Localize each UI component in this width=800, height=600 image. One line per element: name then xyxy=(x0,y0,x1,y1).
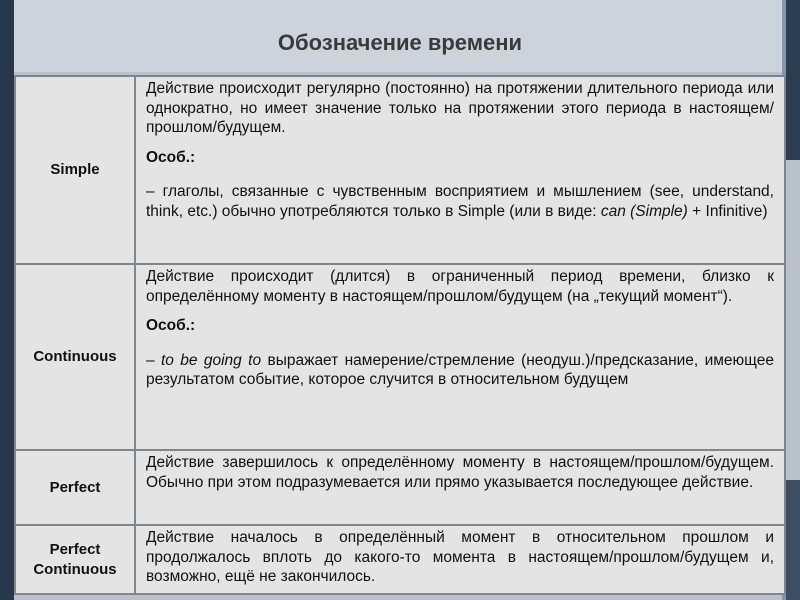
tense-description-cell xyxy=(135,76,785,264)
tense-description: Действие происходит регулярно (постоянно) на протяжении длительного периода или однократно, но имеет значение только на протяжении этого периода в настоящем/прошлом/будущем. xyxy=(146,80,774,136)
tense-description-cell xyxy=(135,450,785,525)
slide-left-bar xyxy=(0,0,14,600)
table-row-perfect xyxy=(15,450,785,525)
tense-description: Действие завершилось к определённому моменту в настоящем/прошлом/будущем. Обычно при этом подразумевается или прямо указывается последующее действие. xyxy=(146,454,774,491)
tense-name: Perfect Continuous xyxy=(15,525,135,594)
tense-name: Continuous xyxy=(15,264,135,450)
tense-name: Perfect xyxy=(15,450,135,525)
tense-name: Simple xyxy=(15,76,135,264)
tense-table xyxy=(14,75,786,595)
slide-bottom-right-block xyxy=(786,480,800,600)
slide-title: Обозначение времени xyxy=(277,30,523,55)
tense-description: Действие началось в определённый момент в относительном прошлом и продолжалось вплоть до какого-то момента в настоящем/прошлом/будущем и, возможно, ещё не закончилось. xyxy=(146,529,774,585)
tense-description-cell xyxy=(135,525,785,594)
tense-description: Действие происходит (длится) в ограниченный период времени, близко к определённому моменту в настоящем/прошлом/будущем (на „текущий момент“). xyxy=(146,268,774,305)
slide-right-bar xyxy=(786,0,800,160)
note-text: – глаголы, связанные с чувственным восприятием и мышлением (see, understand, think, etc.) обычно употребляются только в Simple (или в виде: can (Simple) + Infinitive) xyxy=(146,183,774,220)
table-row-continuous xyxy=(15,264,785,450)
tense-description-cell xyxy=(135,264,785,450)
table-row-perfect-continuous xyxy=(15,525,785,594)
note-text: – to be going to выражает намерение/стремление (неодуш.)/предсказание, имеющее результатом событие, которое случится в относительном будущем xyxy=(146,351,774,388)
note-label: Особ.: xyxy=(146,317,196,334)
note-label: Особ.: xyxy=(146,148,196,166)
table-row-simple xyxy=(15,76,785,264)
